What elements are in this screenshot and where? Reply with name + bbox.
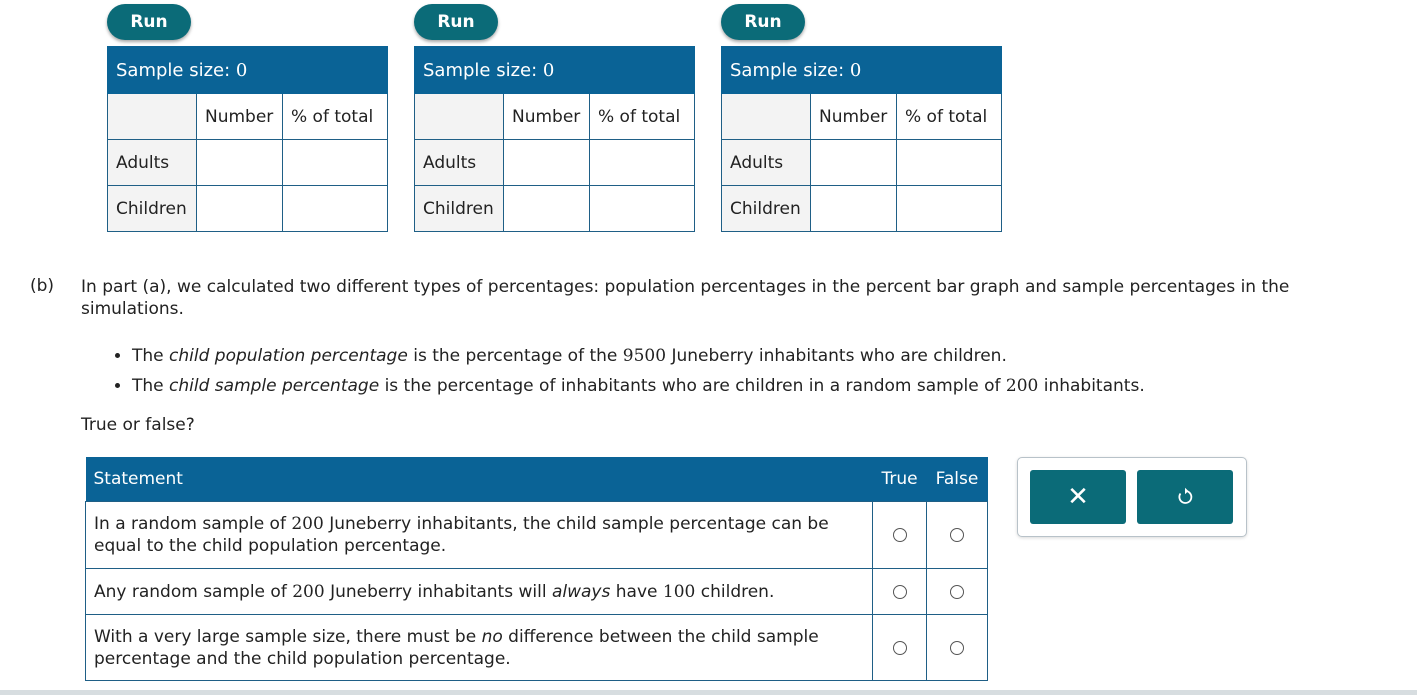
simulation-table-1 xyxy=(107,46,388,232)
question-prompt: True or false? xyxy=(81,415,195,435)
close-icon: ✕ xyxy=(1067,482,1089,512)
sample-size-header: Sample size: 0 xyxy=(722,47,1002,94)
true-radio-3[interactable] xyxy=(893,641,907,655)
column-header-percent: % of total xyxy=(283,94,388,140)
false-radio-1[interactable] xyxy=(950,528,964,542)
statement-text: With a very large sample size, there must be no difference between the child sample percentage and the child population percentage. xyxy=(86,615,873,681)
row-label-adults: Adults xyxy=(722,140,811,186)
column-header-statement: Statement xyxy=(86,457,873,502)
adults-number-cell xyxy=(811,140,897,186)
column-header-false: False xyxy=(927,457,988,502)
clear-button[interactable] xyxy=(1030,470,1126,524)
adults-percent-cell xyxy=(283,140,388,186)
undo-icon xyxy=(1175,487,1195,507)
false-radio-3[interactable] xyxy=(950,641,964,655)
part-label: (b) xyxy=(30,276,55,296)
run-button-2[interactable]: Run xyxy=(414,4,498,40)
false-radio-2[interactable] xyxy=(950,585,964,599)
sample-size-value: 0 xyxy=(849,59,862,81)
children-percent-cell xyxy=(283,186,388,232)
list-item: • The child population percentage is the percentage of the 9500 Juneberry inhabitants who are children. xyxy=(132,341,1145,371)
children-percent-cell xyxy=(590,186,695,232)
true-radio-1[interactable] xyxy=(893,528,907,542)
run-button-1[interactable]: Run xyxy=(107,4,191,40)
list-item: • The child sample percentage is the percentage of inhabitants who are children in a random sample of 200 inhabitants. xyxy=(132,371,1145,401)
sample-size-value: 0 xyxy=(542,59,555,81)
statement-text: Any random sample of 200 Juneberry inhabitants will always have 100 children. xyxy=(86,569,873,615)
adults-number-cell xyxy=(504,140,590,186)
row-label-adults: Adults xyxy=(108,140,197,186)
definition-list xyxy=(112,341,1145,401)
adults-percent-cell xyxy=(590,140,695,186)
simulation-table-3 xyxy=(721,46,1002,232)
sample-size-header: Sample size: 0 xyxy=(415,47,695,94)
sample-size-value: 0 xyxy=(235,59,248,81)
column-header-true: True xyxy=(873,457,927,502)
table-row xyxy=(86,502,988,569)
children-number-cell xyxy=(504,186,590,232)
children-percent-cell xyxy=(897,186,1002,232)
column-header-percent: % of total xyxy=(897,94,1002,140)
bottom-divider xyxy=(0,690,1417,695)
column-header-number: Number xyxy=(197,94,283,140)
adults-number-cell xyxy=(197,140,283,186)
row-label-children: Children xyxy=(722,186,811,232)
part-b-intro: In part (a), we calculated two different types of percentages: population percentages in the percent bar graph and sample percentages in the simulations. xyxy=(81,277,1290,319)
column-header-percent: % of total xyxy=(590,94,695,140)
true-radio-2[interactable] xyxy=(893,585,907,599)
row-label-adults: Adults xyxy=(415,140,504,186)
row-label-children: Children xyxy=(108,186,197,232)
table-row xyxy=(86,569,988,615)
adults-percent-cell xyxy=(897,140,1002,186)
reset-button[interactable] xyxy=(1137,470,1233,524)
children-number-cell xyxy=(811,186,897,232)
run-button-3[interactable]: Run xyxy=(721,4,805,40)
table-row xyxy=(86,615,988,681)
action-panel xyxy=(1017,457,1247,537)
row-label-children: Children xyxy=(415,186,504,232)
children-number-cell xyxy=(197,186,283,232)
simulation-table-2 xyxy=(414,46,695,232)
column-header-number: Number xyxy=(504,94,590,140)
statement-table xyxy=(85,457,988,681)
sample-size-header: Sample size: 0 xyxy=(108,47,388,94)
column-header-number: Number xyxy=(811,94,897,140)
statement-text: In a random sample of 200 Juneberry inhabitants, the child sample percentage can be equal to the child population percentage. xyxy=(86,502,873,569)
